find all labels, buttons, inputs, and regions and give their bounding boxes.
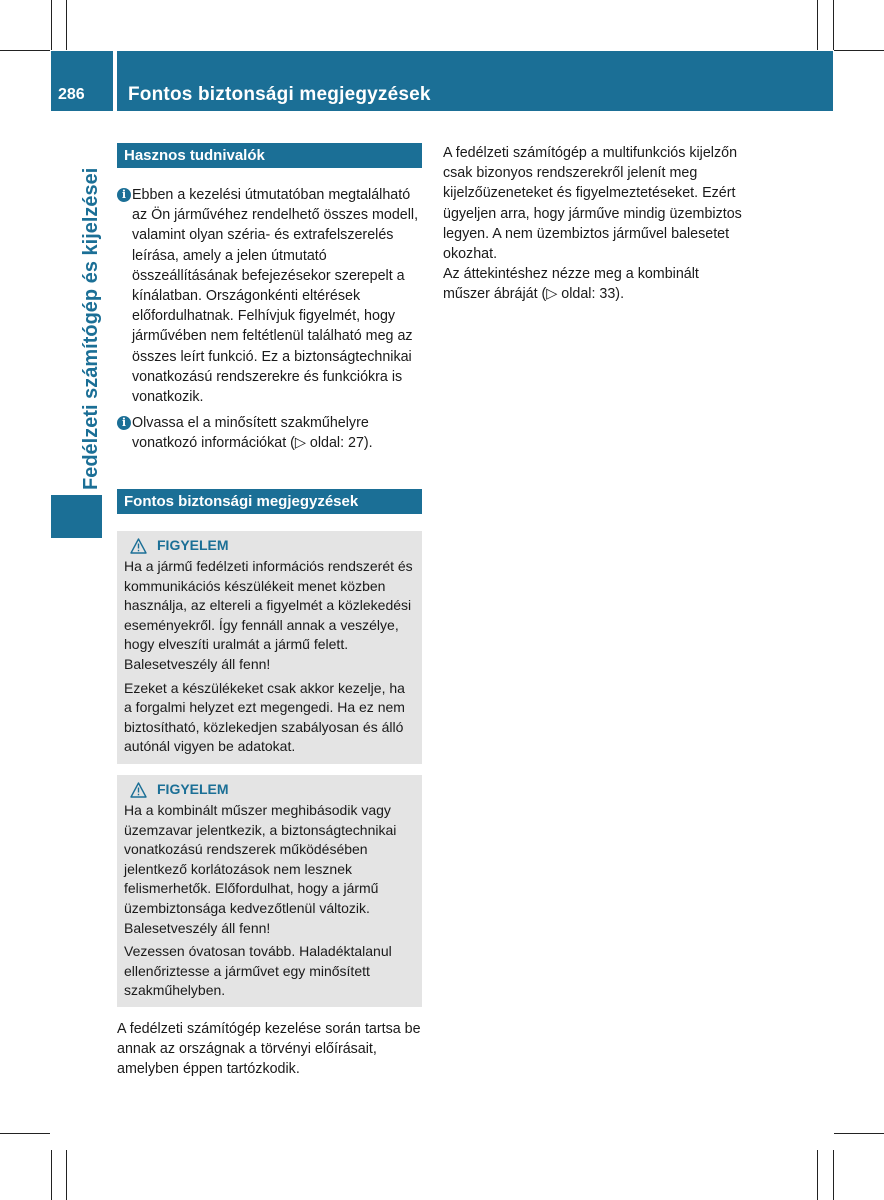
crop-mark [66,0,67,50]
crop-mark [817,1150,818,1200]
body-paragraph: A fedélzeti számítógép a multifunkciós kijelzőn csak bizonyos rendszerekről jelenít meg kijelzőüzeneteket és figyelmeztetéseket. Ezért ügyeljen arra, hogy járműve mindig üzembiztos legyen. A nem üzembiztos járművel balesetet okozhat. [443,145,742,263]
info-note [117,413,425,453]
side-tab-marker [51,495,102,538]
crop-mark [0,1133,50,1134]
crop-mark [834,1133,884,1134]
warning-title: FIGYELEM [157,781,229,798]
info-note [117,185,425,407]
info-icon: i [117,188,131,202]
crop-mark [833,1150,834,1200]
body-paragraph: A fedélzeti számítógép kezelése során tartsa be annak az országnak a törvényi előírásait, amelyben éppen tartózkodik. [117,1021,421,1078]
crop-mark [817,0,818,50]
warning-text: Ha a jármű fedélzeti információs rendszerét és kommunikációs készülékeit menet közben használja, az eltereli a figyelmét a közlekedési eseményekről. Így fennáll annak a veszélye, hogy elveszíti uralmát a jármű felett. Balesetveszély áll fenn! [124,558,413,672]
crop-mark [51,0,52,50]
warning-box [117,531,422,764]
crop-mark [51,1150,52,1200]
info-note-text: Ebben a kezelési útmutatóban megtalálható az Ön járművéhez rendelhető összes modell, valamint olyan széria- és extrafelszerelés leírása, amely a jelen útmutató összeállításának befejezésekor szerepelt a kínálatban. Országonkénti eltérések előfordulhatnak. Felhívjuk figyelmét, hogy járművében nem feltétlenül található meg az összes leírt funkció. Ez a biztonságtechnikai vonatkozású rendszerekre és funkciókra is vonatkozik. [132,187,419,406]
page-title: Fontos biztonsági megjegyzések [128,84,431,105]
crop-mark [66,1150,67,1200]
crop-mark [833,0,834,50]
crop-mark [834,50,884,51]
body-paragraph: Az áttekintéshez nézze meg a kombinált műszer ábráját (▷ oldal: 33). [443,266,699,303]
info-note-text: Olvassa el a minősített szakműhelyre vonatkozó információkat (▷ oldal: 27). [132,415,373,452]
info-icon: i [117,416,131,430]
warning-triangle-icon [130,538,147,554]
warning-text: Ezeket a készülékeket csak akkor kezelje, ha a forgalmi helyzet ezt megengedi. Ha ez nem biztosítható, közlekedjen szabályosan és álló autónál vigyen be adatokat. [124,679,405,755]
section-heading-safety-notes: Fontos biztonsági megjegyzések [117,489,422,514]
warning-text: Ha a kombinált műszer meghibásodik vagy üzemzavar jelentkezik, a biztonságtechnikai vonatkozású rendszerek működésében jelentkező korlátozások nem lesznek felismerhetők. Előfordulhat, hogy a jármű üzembiztonsága kedvezőtlenül változik. Balesetveszély áll fenn! [124,802,397,936]
crop-mark [0,50,50,51]
warning-box [117,775,422,1007]
warning-title: FIGYELEM [157,537,229,554]
section-heading-useful-info: Hasznos tudnivalók [117,143,422,168]
warning-text: Vezessen óvatosan tovább. Haladéktalanul ellenőriztesse a járművet egy minősített szakműhelyben. [124,943,392,999]
warning-triangle-icon [130,782,147,798]
page-number: 286 [58,86,85,103]
side-tab-label: Fedélzeti számítógép és kijelzései [80,167,102,490]
